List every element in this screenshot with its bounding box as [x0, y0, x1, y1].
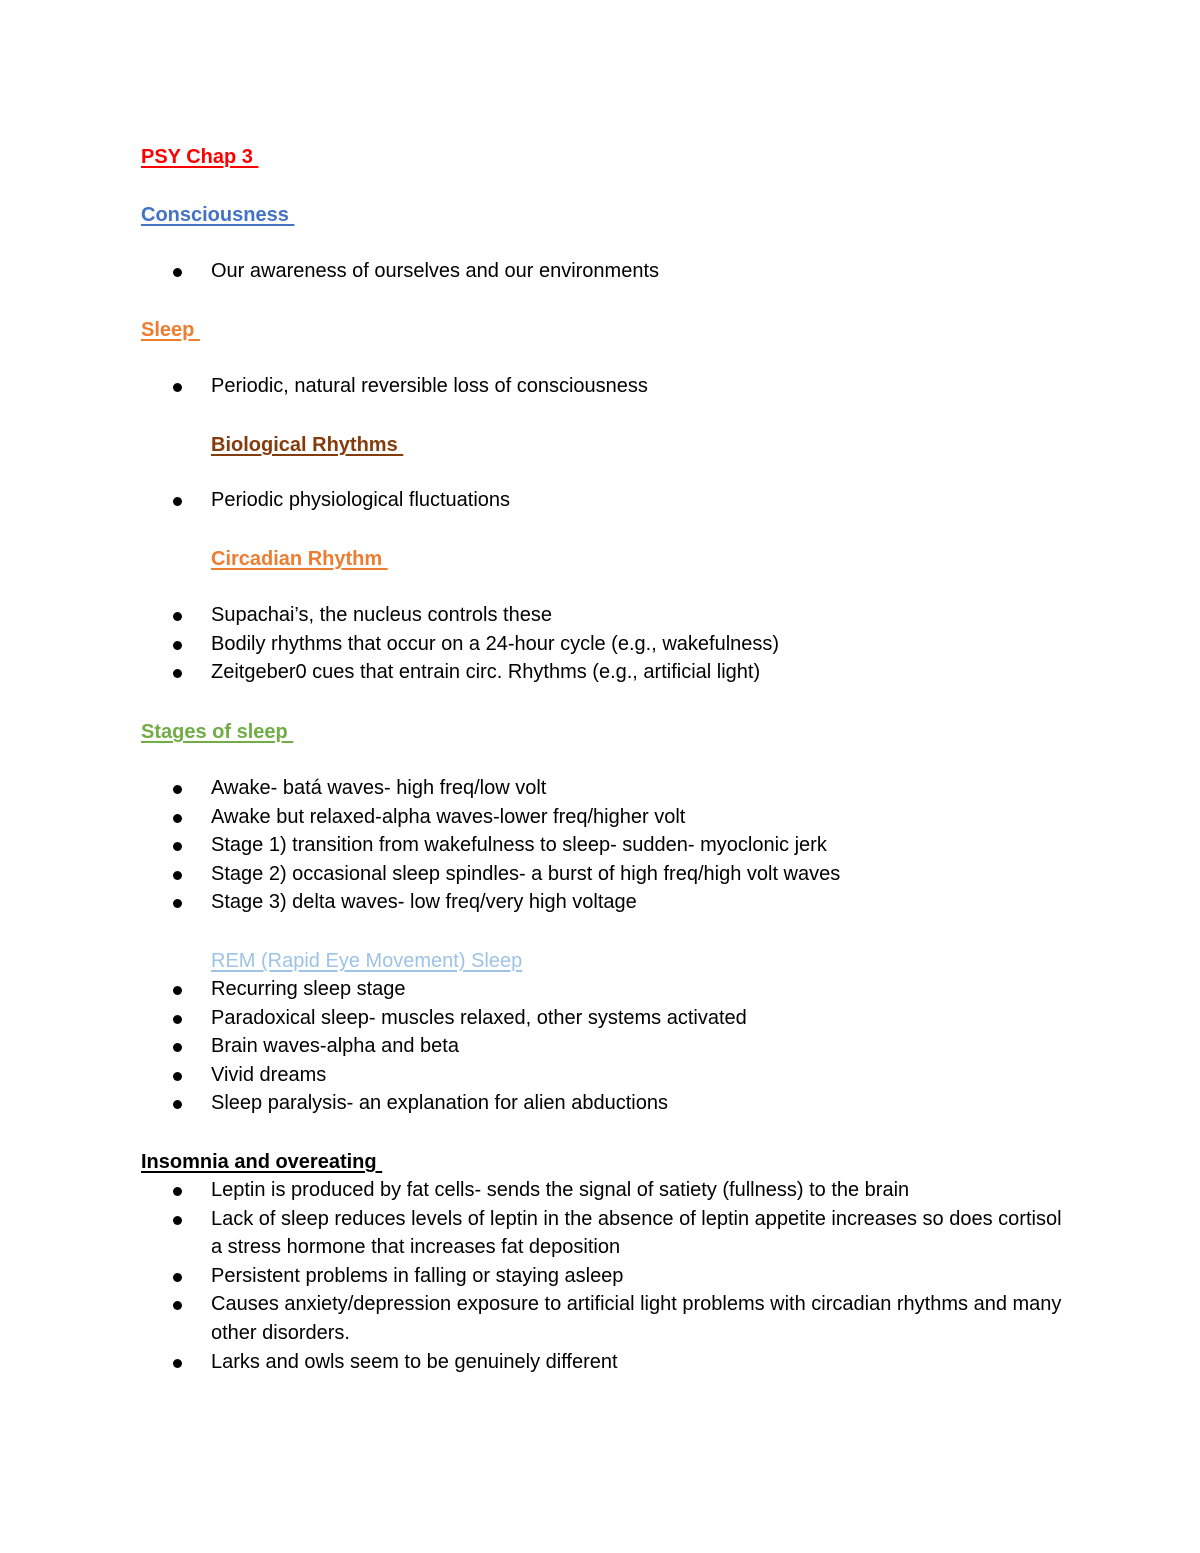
list-item	[0, 831, 1071, 860]
list-item-text: Recurring sleep stage	[211, 978, 406, 1000]
list-item-text: Stage 2) occasional sleep spindles- a burst of high freq/high volt waves	[211, 862, 841, 885]
list-item-text: Persistent problems in falling or staying asleep	[211, 1264, 624, 1287]
bullet-icon	[173, 1072, 182, 1081]
heading-insomnia: Insomnia and overeating	[141, 1151, 383, 1173]
list-item-text: Lack of sleep reduces levels of leptin in the absence of leptin appetite increases so does cortisol a stress hormone that increases fat deposition	[211, 1207, 1062, 1259]
heading-stages-of-sleep: Stages of sleep	[141, 721, 294, 743]
heading-biological-rhythms: Biological Rhythms	[211, 434, 404, 456]
list-item-text: Supachai’s, the nucleus controls these	[211, 604, 552, 626]
bullet-icon	[173, 814, 182, 823]
list-stages-of-sleep	[0, 774, 1071, 917]
list-item-text: Paradoxical sleep- muscles relaxed, other systems activated	[211, 1006, 747, 1029]
list-item	[0, 1348, 1071, 1377]
list-item	[0, 803, 1071, 832]
list-item	[0, 486, 1071, 515]
list-item-text: Zeitgeber0 cues that entrain circ. Rhythms (e.g., artificial light)	[211, 661, 761, 684]
list-item	[0, 1032, 1071, 1061]
bullet-icon	[173, 842, 182, 851]
bullet-icon	[173, 641, 182, 650]
heading-sleep: Sleep	[141, 319, 200, 341]
list-item-text: Larks and owls seem to be genuinely different	[211, 1350, 618, 1373]
list-item-text: Our awareness of ourselves and our environments	[211, 260, 660, 282]
list-consciousness	[0, 257, 1071, 286]
list-sleep	[0, 372, 1071, 401]
list-item-text: Vivid dreams	[211, 1063, 327, 1086]
bullet-icon	[173, 383, 182, 392]
document-title: PSY Chap 3	[141, 146, 259, 168]
list-item	[0, 658, 1071, 687]
list-biological-rhythms	[0, 486, 1071, 515]
list-item	[0, 1089, 1071, 1118]
list-item-text: Stage 1) transition from wakefulness to sleep- sudden- myoclonic jerk	[211, 834, 827, 857]
list-item	[0, 1262, 1071, 1291]
list-item	[0, 1061, 1071, 1090]
list-item-text: Sleep paralysis- an explanation for alien abductions	[211, 1092, 668, 1115]
bullet-icon	[173, 1359, 182, 1368]
list-item	[0, 860, 1071, 889]
bullet-icon	[173, 669, 182, 678]
list-item-text: Bodily rhythms that occur on a 24-hour cycle (e.g., wakefulness)	[211, 632, 780, 655]
heading-circadian-rhythm: Circadian Rhythm	[211, 548, 388, 570]
list-item	[0, 1176, 1071, 1205]
bullet-icon	[173, 785, 182, 794]
list-item-text: Brain waves-alpha and beta	[211, 1035, 459, 1058]
bullet-icon	[173, 1100, 182, 1109]
list-item	[0, 888, 1071, 917]
list-circadian-rhythm	[0, 601, 1071, 687]
list-item	[0, 774, 1071, 803]
list-item	[0, 1004, 1071, 1033]
bullet-icon	[173, 612, 182, 621]
list-item-text: Awake but relaxed-alpha waves-lower freq/higher volt	[211, 805, 686, 828]
heading-rem-sleep: REM (Rapid Eye Movement) Sleep	[211, 950, 523, 972]
bullet-icon	[173, 1301, 182, 1310]
list-item-text: Periodic physiological fluctuations	[211, 489, 511, 511]
list-item	[0, 372, 1071, 401]
bullet-icon	[173, 268, 182, 277]
list-item	[0, 630, 1071, 659]
list-item	[0, 975, 1071, 1004]
bullet-icon	[173, 1043, 182, 1052]
bullet-icon	[173, 1273, 182, 1282]
list-item-text: Stage 3) delta waves- low freq/very high voltage	[211, 891, 637, 914]
bullet-icon	[173, 1187, 182, 1196]
bullet-icon	[173, 1216, 182, 1225]
heading-consciousness: Consciousness	[141, 204, 295, 226]
list-item-text: Causes anxiety/depression exposure to artificial light problems with circadian rhythms and many other disorders.	[211, 1293, 1062, 1344]
bullet-icon	[173, 497, 182, 506]
bullet-icon	[173, 871, 182, 880]
list-item	[0, 257, 1071, 286]
list-item	[0, 1290, 1071, 1347]
list-rem-sleep	[0, 975, 1071, 1118]
bullet-icon	[173, 986, 182, 995]
bullet-icon	[173, 899, 182, 908]
list-item	[0, 601, 1071, 630]
list-item-text: Periodic, natural reversible loss of consciousness	[211, 375, 648, 397]
list-item-text: Awake- batá waves- high freq/low volt	[211, 777, 547, 799]
list-insomnia	[0, 1176, 1071, 1376]
list-item-text: Leptin is produced by fat cells- sends the signal of satiety (fullness) to the brain	[211, 1179, 910, 1201]
bullet-icon	[173, 1015, 182, 1024]
list-item	[0, 1205, 1071, 1262]
